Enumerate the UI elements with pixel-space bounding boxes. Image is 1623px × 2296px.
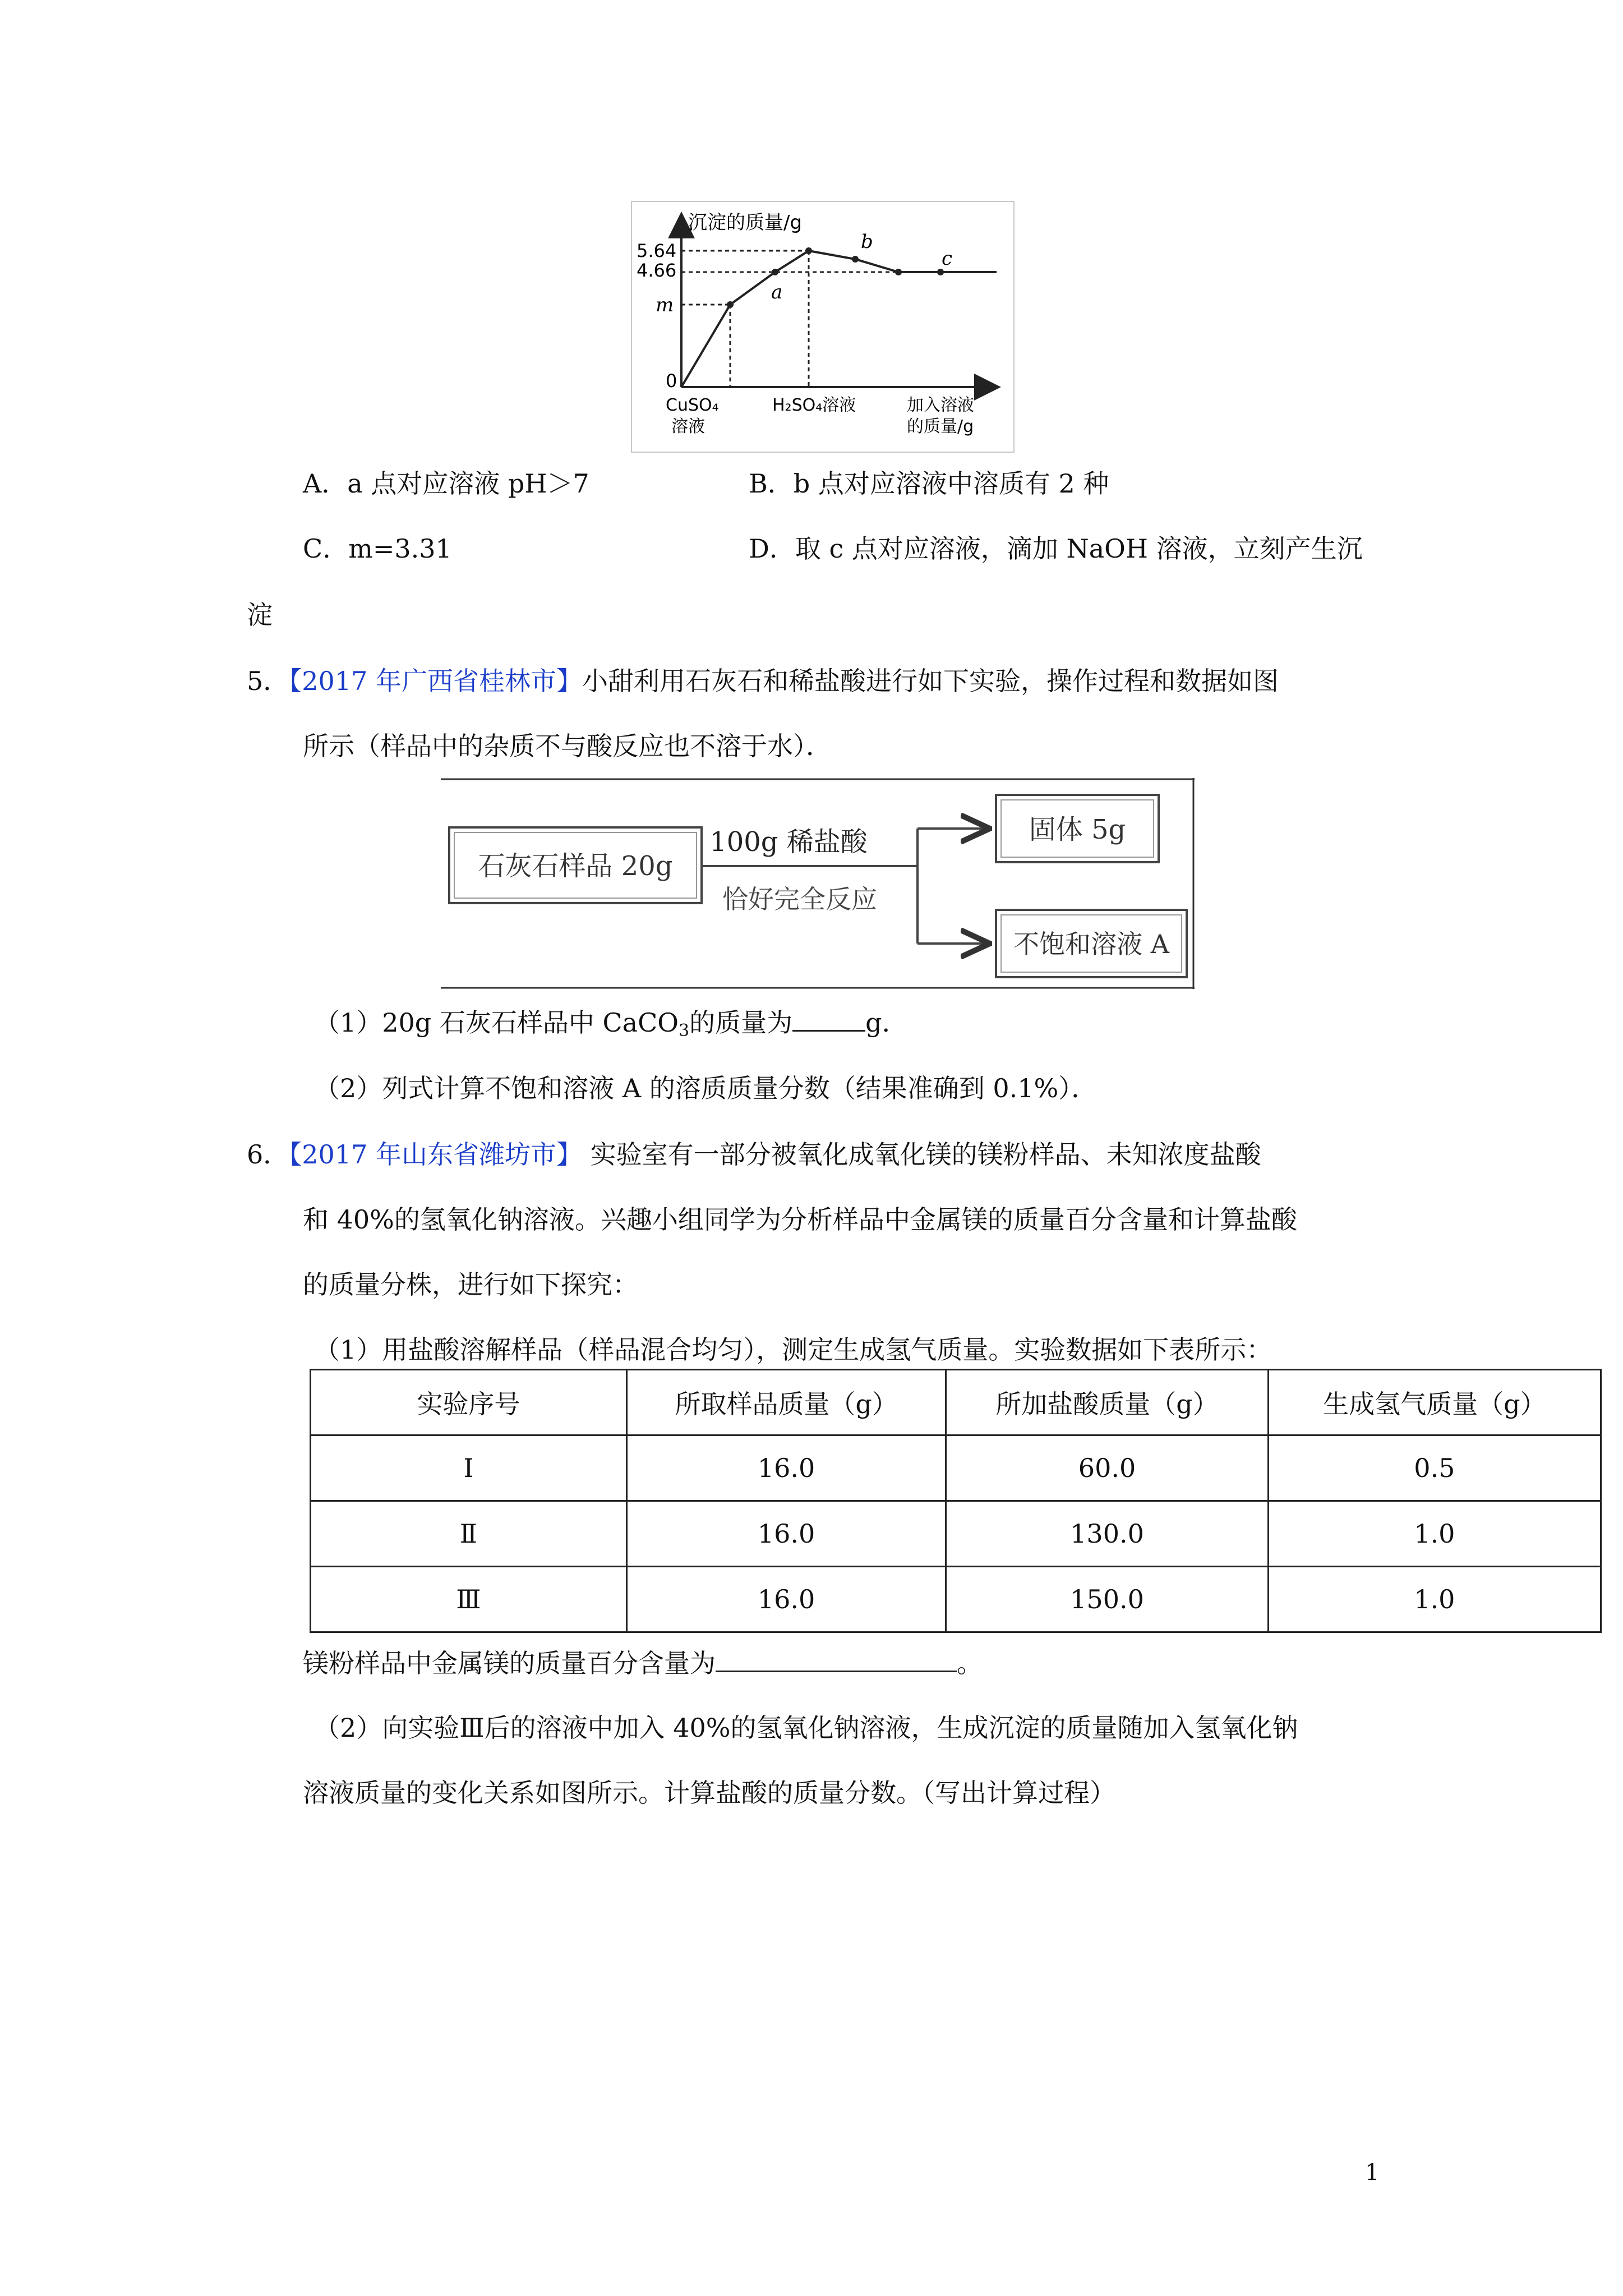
table-cell: 16.0 — [626, 1435, 946, 1501]
table-row — [311, 1501, 1601, 1567]
table-cell: Ⅰ — [311, 1435, 627, 1501]
arrow-top-label: 100g 稀盐酸 — [709, 826, 868, 858]
question-text: 实验室有一部分被氧化成氧化镁的镁粉样品、未知浓度盐酸 — [582, 1139, 1261, 1170]
table-cell: 16.0 — [626, 1501, 946, 1567]
table-header: 生成氢气质量（g） — [1268, 1370, 1601, 1435]
x-label-added: 加入溶液 — [907, 395, 974, 415]
question-6-line1 — [247, 1138, 1261, 1171]
table-header-row — [311, 1370, 1601, 1435]
experiment-flow-diagram — [441, 778, 1195, 989]
precipitate-curve — [681, 251, 997, 387]
question-number: 5． — [247, 666, 289, 696]
table-header: 所加盐酸质量（g） — [946, 1370, 1268, 1435]
sub1-text-b: 的质量为 — [689, 1007, 793, 1038]
question-5-line1 — [247, 664, 1279, 698]
x-label-solution: 溶液 — [671, 417, 705, 436]
question-5-line2: 所示（样品中的杂质不与酸反应也不溶于水）． — [303, 731, 832, 761]
precipitate-mass-graph-svg — [632, 202, 1013, 452]
point-m — [727, 301, 734, 308]
point-b2 — [895, 269, 902, 275]
box-solution-label: 不饱和溶液 A — [1013, 929, 1169, 959]
table-cell: 130.0 — [946, 1501, 1268, 1567]
question-6-sub2-line2: 溶液质量的变化关系如图所示。计算盐酸的质量分数。（写出计算过程） — [303, 1778, 1115, 1808]
experiment-flow-svg — [441, 778, 1195, 989]
y-tick-m: m — [656, 294, 674, 316]
table-cell: Ⅲ — [311, 1567, 627, 1632]
point-a — [772, 269, 778, 275]
table-cell: 150.0 — [946, 1567, 1268, 1632]
y-axis-label: 沉淀的质量/g — [688, 211, 803, 234]
x-label-h2so4: H₂SO₄溶液 — [772, 395, 856, 415]
label-b: b — [861, 231, 873, 253]
point-b — [852, 256, 859, 263]
label-a: a — [771, 281, 783, 303]
table-row — [311, 1567, 1601, 1632]
answer-blank-1[interactable] — [792, 1005, 865, 1032]
question-6-answer-line — [303, 1646, 983, 1680]
y-tick-5-64: 5.64 — [637, 240, 677, 261]
box-sample-label: 石灰石样品 20g — [478, 850, 673, 882]
answer-line-text: 镁粉样品中金属镁的质量百分含量为 — [303, 1648, 716, 1678]
box-solid-label: 固体 5g — [1029, 814, 1126, 845]
table-header: 所取样品质量（g） — [626, 1370, 946, 1435]
answer-line-end: 。 — [957, 1648, 983, 1678]
sub1-text-a: （1）20g 石灰石样品中 CaCO — [314, 1007, 679, 1038]
table-cell: 0.5 — [1268, 1435, 1601, 1501]
y-tick-0: 0 — [666, 370, 677, 392]
answer-blank-2[interactable] — [716, 1646, 957, 1672]
page-number: 1 — [1365, 2160, 1380, 2185]
question-5-sub1 — [314, 1005, 908, 1048]
table-cell: 1.0 — [1268, 1567, 1601, 1632]
table-header: 实验序号 — [311, 1370, 627, 1435]
point-peak — [805, 247, 812, 254]
option-c: C．m=3.31 — [303, 533, 452, 564]
option-a: A．a 点对应溶液 pH＞7 — [303, 468, 589, 499]
sub1-text-c: g． — [865, 1007, 908, 1038]
label-c: c — [942, 247, 953, 270]
precipitate-mass-graph — [631, 201, 1015, 453]
experiment-data-table — [310, 1369, 1602, 1633]
question-number: 6． — [247, 1139, 289, 1170]
table-cell: Ⅱ — [311, 1501, 627, 1567]
question-source: 【2017 年广西省桂林市】 — [289, 666, 582, 696]
table-row — [311, 1435, 1601, 1501]
y-tick-4-66: 4.66 — [637, 260, 677, 281]
sub1-subscript: 3 — [679, 1021, 690, 1041]
arrow-bottom-label: 恰好完全反应 — [722, 884, 877, 914]
option-d: D．取 c 点对应溶液，滴加 NaOH 溶液，立刻产生沉 — [749, 533, 1363, 564]
question-text: 小甜利用石灰石和稀盐酸进行如下实验，操作过程和数据如图 — [582, 666, 1279, 696]
x-label-cuso4: CuSO₄ — [666, 395, 719, 415]
question-source: 【2017 年山东省潍坊市】 — [289, 1139, 582, 1170]
option-b: B．b 点对应溶液中溶质有 2 种 — [749, 468, 1109, 499]
table-cell: 16.0 — [626, 1567, 946, 1632]
question-6-line2: 和 40%的氢氧化钠溶液。兴趣小组同学为分析样品中金属镁的质量百分含量和计算盐酸 — [303, 1204, 1297, 1235]
option-d-cont: 淀 — [247, 600, 273, 630]
table-cell: 60.0 — [946, 1435, 1268, 1501]
question-5-sub2: （2）列式计算不饱和溶液 A 的溶质质量分数（结果准确到 0.1%）． — [314, 1073, 1098, 1103]
x-label-mass: 的质量/g — [907, 417, 974, 436]
table-cell: 1.0 — [1268, 1501, 1601, 1567]
question-6-sub1: （1）用盐酸溶解样品（样品混合均匀），测定生成氢气质量。实验数据如下表所示： — [314, 1335, 1272, 1365]
question-6-line3: 的质量分株，进行如下探究： — [303, 1269, 638, 1300]
question-6-sub2-line1: （2）向实验Ⅲ后的溶液中加入 40%的氢氧化钠溶液，生成沉淀的质量随加入氢氧化钠 — [314, 1713, 1298, 1743]
